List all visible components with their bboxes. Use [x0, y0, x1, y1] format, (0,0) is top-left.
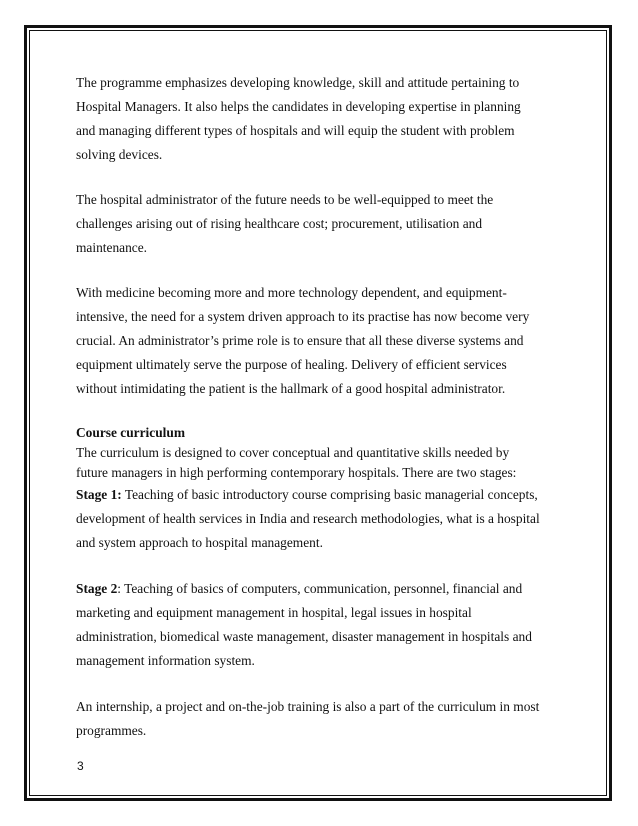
paragraph-spacer	[76, 401, 576, 423]
paragraph-stage-1	[76, 483, 576, 555]
text-line: and system approach to hospital management.	[76, 535, 323, 550]
paragraph-future-administrator	[76, 188, 576, 260]
paragraph-spacer	[76, 673, 576, 695]
text-line: solving devices.	[76, 147, 163, 162]
text-line: intensive, the need for a system driven approach to its practise has now become very	[76, 309, 530, 324]
stage-2-label: Stage 2	[76, 581, 118, 596]
text-line: equipment ultimately serve the purpose of healing. Delivery of efficient services	[76, 357, 507, 372]
page-number: 3	[77, 759, 84, 773]
text-line: and managing different types of hospitals and will equip the student with problem	[76, 123, 515, 138]
document-body	[76, 71, 576, 743]
stage-2-text: : Teaching of basics of computers, communication, personnel, financial and	[117, 581, 523, 596]
text-line: With medicine becoming more and more technology dependent, and equipment-	[76, 285, 507, 300]
text-line	[76, 577, 576, 601]
text-line: maintenance.	[76, 240, 148, 255]
paragraph-spacer	[76, 260, 576, 281]
stage-1-label: Stage 1:	[76, 487, 122, 502]
paragraph-technology	[76, 281, 576, 401]
text-line: administration, biomedical waste management, disaster management in hospitals and	[76, 629, 532, 644]
text-line: An internship, a project and on-the-job training is also a part of the curriculum in most	[76, 699, 540, 714]
text-line: crucial. An administrator’s prime role is to ensure that all these diverse systems and	[76, 333, 524, 348]
text-line: marketing and equipment management in hospital, legal issues in hospital	[76, 605, 472, 620]
text-line: challenges arising out of rising healthcare cost; procurement, utilisation and	[76, 216, 483, 231]
text-line: The curriculum is designed to cover conceptual and quantitative skills needed by	[76, 445, 510, 460]
text-line: The hospital administrator of the future needs to be well-equipped to meet the	[76, 192, 494, 207]
paragraph-programme-overview	[76, 71, 576, 167]
text-line: programmes.	[76, 723, 147, 738]
paragraph-spacer	[76, 555, 576, 577]
text-line: development of health services in India and research methodologies, what is a hospital	[76, 511, 540, 526]
text-line: The programme emphasizes developing knowledge, skill and attitude pertaining to	[76, 75, 520, 90]
text-line: management information system.	[76, 653, 255, 668]
section-heading: Course curriculum	[76, 425, 185, 440]
section-course-curriculum	[76, 423, 576, 483]
text-line: future managers in high performing contemporary hospitals. There are two stages:	[76, 465, 517, 480]
text-line: without intimidating the patient is the hallmark of a good hospital administrator.	[76, 381, 506, 396]
paragraph-stage-2	[76, 577, 576, 673]
paragraph-spacer	[76, 167, 576, 188]
text-line: Hospital Managers. It also helps the candidates in developing expertise in planning	[76, 99, 521, 114]
paragraph-internship	[76, 695, 576, 743]
stage-1-text: Teaching of basic introductory course comprising basic managerial concepts,	[121, 487, 538, 502]
text-line	[76, 483, 576, 507]
